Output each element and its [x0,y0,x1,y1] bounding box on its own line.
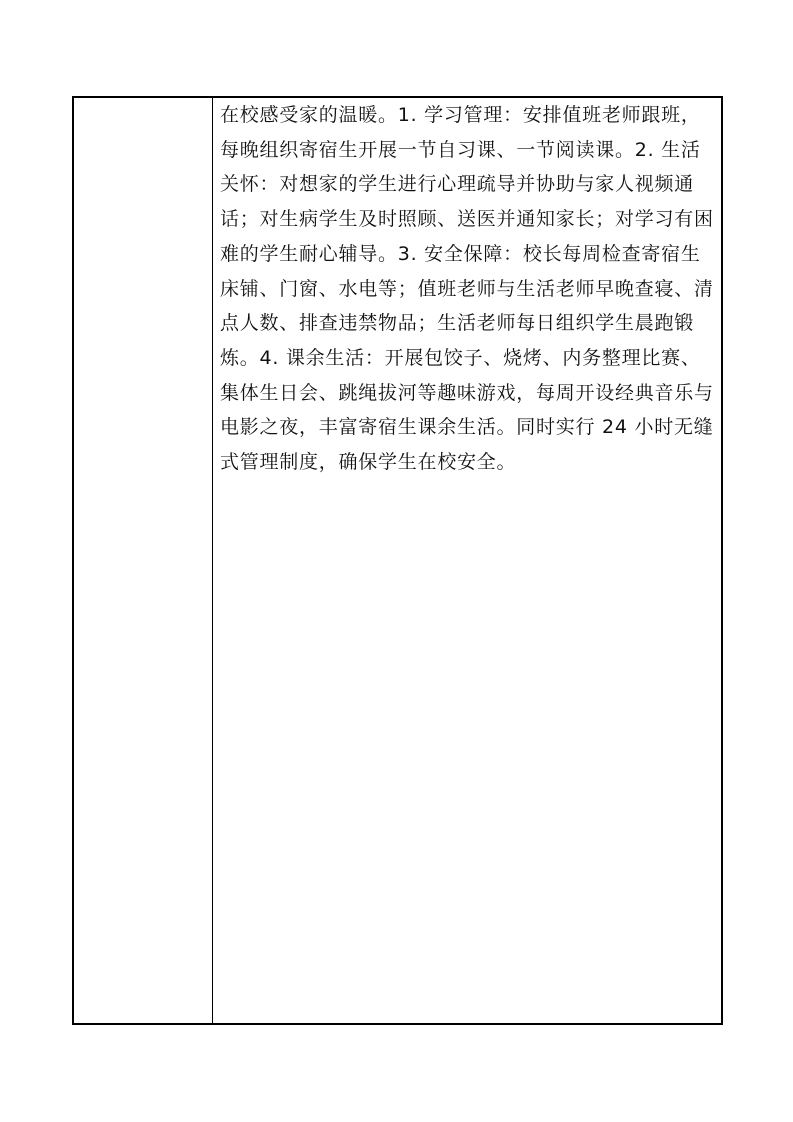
table-content-cell [213,98,721,1023]
body-paragraph: 在校感受家的温暖。1. 学习管理：安排值班老师跟班，每晚组织寄宿生开展一节自习课、一节阅读课。2. 生活关怀：对想家的学生进行心理疏导并协助与家人视频通话；对生病学生及时照顾、送医并通知家长；对学习有困难的学生耐心辅导。3. 安全保障：校长每周检查寄宿生床铺、门窗、水电等；值班老师与生活老师早晚查寝、清点人数、排查违禁物品；生活老师每日组织学生晨跑锻炼。4. 课余生活：开展包饺子、烧烤、内务整理比赛、集体生日会、跳绳拔河等趣味游戏，每周开设经典音乐与电影之夜，丰富寄宿生课余生活。同时实行 24 小时无缝式管理制度，确保学生在校安全。 [220,104,714,474]
document-table [72,96,723,1025]
table-left-cell [74,98,213,1023]
